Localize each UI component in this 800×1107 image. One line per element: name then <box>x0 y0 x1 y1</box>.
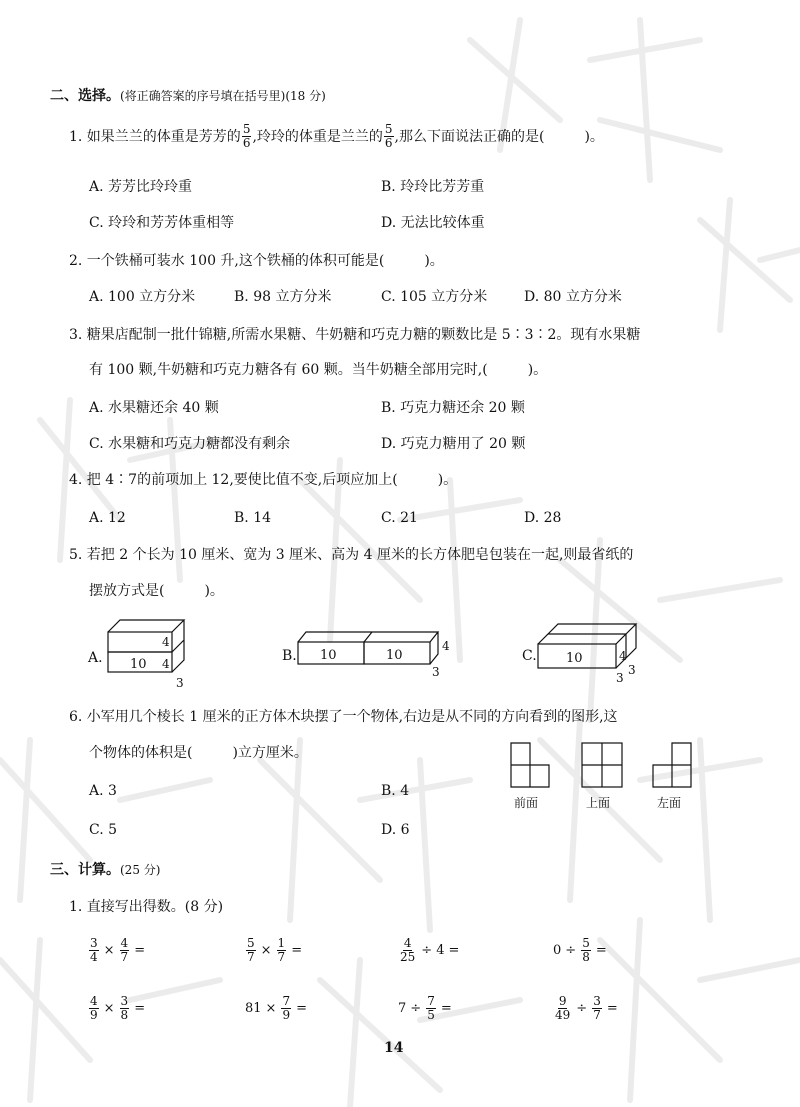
q1-text-a: 1. 如果兰兰的体重是芳芳的 <box>69 128 241 145</box>
question-4 <box>69 470 457 490</box>
q5-figure-a-length: 10 <box>130 657 147 672</box>
numerator: 4 <box>90 994 98 1008</box>
equals-sign: = <box>440 1001 452 1016</box>
numerator: 9 <box>558 994 567 1008</box>
q5-figure-b-height: 4 <box>442 639 450 653</box>
denominator: 8 <box>120 1008 129 1022</box>
q1-text-c: ,那么下面说法正确的是( <box>394 128 545 145</box>
section-2-note: (将正确答案的序号填在括号里)(18 分) <box>120 89 326 103</box>
q6-top-view <box>581 742 623 788</box>
operator: ÷ <box>565 943 577 958</box>
q1-text-b: ,玲玲的体重是兰兰的 <box>252 128 383 145</box>
q1-option-a[interactable]: A. 芳芳比玲玲重 <box>89 179 193 195</box>
q6-option-b[interactable]: B. 4 <box>381 783 410 799</box>
operator: ÷ <box>410 1001 422 1016</box>
q4-option-d[interactable]: D. 28 <box>524 510 562 526</box>
fraction <box>246 937 256 964</box>
calc-1-title: 1. 直接写出得数。(8 分) <box>69 899 224 915</box>
q5-figure-b-length-2: 10 <box>386 648 403 663</box>
q5-figure-a-width: 3 <box>176 676 184 690</box>
numerator: 1 <box>277 936 286 950</box>
section-3-note: (25 分) <box>120 863 161 877</box>
section-2-heading <box>50 86 326 106</box>
q1-frac2-denominator: 6 <box>384 136 393 150</box>
fraction <box>120 937 130 964</box>
operator: × <box>265 1001 277 1016</box>
q5-figure-b-width: 3 <box>432 665 440 679</box>
fraction <box>426 995 436 1022</box>
q3-line-1: 3. 糖果店配制一批什锦糖,所需水果糖、牛奶糖和巧克力糖的颗数比是 5∶3∶2。现有水果糖 <box>69 327 641 343</box>
denominator: 4 <box>90 950 98 964</box>
denominator: 25 <box>400 950 416 964</box>
numerator: 3 <box>120 994 129 1008</box>
q3-option-c[interactable]: C. 水果糖和巧克力糖都没有剩余 <box>89 436 291 452</box>
q2-text: 2. 一个铁桶可装水 100 升,这个铁桶的体积可能是( <box>69 253 385 269</box>
q3-option-d[interactable]: D. 巧克力糖用了 20 颗 <box>381 436 526 452</box>
q6-view-label-front: 前面 <box>514 796 539 810</box>
q1-option-b[interactable]: B. 玲玲比芳芳重 <box>381 179 485 195</box>
q3-option-b[interactable]: B. 巧克力糖还余 20 颗 <box>381 400 525 416</box>
fraction <box>581 937 591 964</box>
equals-sign: = <box>606 1001 618 1016</box>
numerator: 3 <box>90 936 98 950</box>
q5-figure-b[interactable] <box>282 626 462 686</box>
q5-figure-a-label: A. <box>88 650 103 666</box>
q6-view-label-top: 上面 <box>586 796 611 810</box>
q1-option-c[interactable]: C. 玲玲和芳芳体重相等 <box>89 215 235 231</box>
q5-figure-c-label: C. <box>522 648 537 664</box>
fraction <box>281 995 291 1022</box>
fraction <box>277 937 287 964</box>
denominator: 9 <box>282 1008 291 1022</box>
operator: ÷ <box>576 1001 588 1016</box>
q2-option-a[interactable]: A. 100 立方分米 <box>89 289 196 305</box>
denominator: 7 <box>277 950 286 964</box>
operator: × <box>260 943 272 958</box>
denominator: 7 <box>120 950 129 964</box>
q3-line-2-end: )。 <box>527 362 548 378</box>
denominator: 9 <box>90 1008 98 1022</box>
numerator: 7 <box>282 994 291 1008</box>
q5-figure-c[interactable] <box>522 620 662 690</box>
calc-expression-8[interactable] <box>553 995 618 1022</box>
numerator: 3 <box>593 994 601 1008</box>
q5-figure-c-width-2: 3 <box>628 663 636 677</box>
calc-expression-4[interactable] <box>553 937 607 964</box>
fraction <box>89 937 99 964</box>
denominator: 7 <box>247 950 255 964</box>
q5-line-2-end: )。 <box>204 583 224 599</box>
q1-text-end: )。 <box>584 128 604 145</box>
equals-sign: = <box>134 943 146 958</box>
calc-expression-2[interactable] <box>245 937 302 964</box>
operator: × <box>103 1001 115 1016</box>
operator: ÷ <box>421 943 433 958</box>
numerator: 4 <box>120 936 129 950</box>
q1-frac1-denominator: 6 <box>242 136 251 150</box>
q6-view-label-left: 左面 <box>657 796 682 810</box>
q1-frac2-numerator: 5 <box>384 122 393 136</box>
q5-figure-b-label: B. <box>282 648 297 664</box>
q1-frac1-numerator: 5 <box>242 122 251 136</box>
q1-fraction-2 <box>384 123 394 150</box>
q3-line-2 <box>89 360 547 380</box>
operand: 0 <box>553 943 562 958</box>
q2-option-d[interactable]: D. 80 立方分米 <box>524 289 622 305</box>
operand: 7 <box>398 1001 407 1016</box>
calc-expression-5[interactable] <box>88 995 145 1022</box>
section-3-heading <box>50 860 160 880</box>
q6-line-2-end: )立方厘米。 <box>232 745 308 761</box>
equals-sign: = <box>296 1001 307 1016</box>
q4-option-b[interactable]: B. 14 <box>234 510 272 526</box>
section-3-title: 三、计算。 <box>50 862 120 878</box>
q5-figure-c-height: 4 <box>619 649 627 663</box>
operand: 4 <box>436 943 445 958</box>
calc-expression-1[interactable] <box>88 937 145 964</box>
q5-figure-a[interactable] <box>88 612 198 692</box>
q6-line-2 <box>89 743 308 763</box>
q3-line-2-text: 有 100 颗,牛奶糖和巧克力糖各有 60 颗。当牛奶糖全部用完时,( <box>89 362 488 378</box>
denominator: 8 <box>582 950 590 964</box>
question-2 <box>69 251 444 271</box>
equals-sign: = <box>448 943 460 958</box>
question-1 <box>69 123 604 150</box>
numerator: 7 <box>427 994 435 1008</box>
q1-option-d[interactable]: D. 无法比较体重 <box>381 215 485 231</box>
equals-sign: = <box>291 943 303 958</box>
q6-left-view <box>652 742 692 788</box>
page-number: 14 <box>384 1040 404 1056</box>
q4-text: 4. 把 4∶7的前项加上 12,要使比值不变,后项应加上( <box>69 472 398 488</box>
q3-option-a[interactable]: A. 水果糖还余 40 颗 <box>89 400 219 416</box>
denominator: 5 <box>427 1008 435 1022</box>
calc-expression-6[interactable] <box>245 995 307 1022</box>
q5-figure-c-width-1: 3 <box>616 671 624 685</box>
q2-option-c[interactable]: C. 105 立方分米 <box>381 289 488 305</box>
q4-option-c[interactable]: C. 21 <box>381 510 418 526</box>
numerator: 5 <box>247 936 255 950</box>
q6-line-1: 6. 小军用几个棱长 1 厘米的正方体木块摆了一个物体,右边是从不同的方向看到的图形,这 <box>69 709 618 725</box>
q2-text-end: )。 <box>424 253 444 269</box>
q5-figure-a-height-bottom: 4 <box>162 657 170 671</box>
denominator: 7 <box>593 1008 601 1022</box>
q5-line-2-text: 摆放方式是( <box>89 583 165 599</box>
operand: 81 <box>245 1001 262 1016</box>
q5-figure-a-height-top: 4 <box>162 635 170 649</box>
equals-sign: = <box>134 1001 146 1016</box>
section-2-title: 二、选择。 <box>50 88 120 104</box>
q2-option-b[interactable]: B. 98 立方分米 <box>234 289 332 305</box>
numerator: 5 <box>582 936 590 950</box>
operator: × <box>103 943 115 958</box>
equals-sign: = <box>595 943 607 958</box>
calc-expression-7[interactable] <box>398 995 452 1022</box>
q4-text-end: )。 <box>437 472 458 488</box>
q4-option-a[interactable]: A. 12 <box>89 510 126 526</box>
q6-option-d[interactable]: D. 6 <box>381 822 410 838</box>
q1-fraction-1 <box>242 123 252 150</box>
fraction <box>554 995 571 1022</box>
calc-expression-3[interactable] <box>398 937 459 964</box>
q5-line-2 <box>89 581 224 601</box>
q5-line-1: 5. 若把 2 个长为 10 厘米、宽为 3 厘米、高为 4 厘米的长方体肥皂包装在一起,则最省纸的 <box>69 547 634 563</box>
fraction <box>120 995 130 1022</box>
numerator: 4 <box>403 936 412 950</box>
q6-option-a[interactable]: A. 3 <box>89 783 117 799</box>
q6-option-c[interactable]: C. 5 <box>89 822 118 838</box>
denominator: 49 <box>555 1008 571 1022</box>
q6-front-view <box>510 742 550 788</box>
fraction <box>399 937 416 964</box>
fraction <box>592 995 602 1022</box>
fraction <box>89 995 99 1022</box>
q5-figure-b-length-1: 10 <box>320 648 337 663</box>
q5-figure-c-length: 10 <box>566 651 583 666</box>
q6-line-2-text: 个物体的体积是( <box>89 745 193 761</box>
